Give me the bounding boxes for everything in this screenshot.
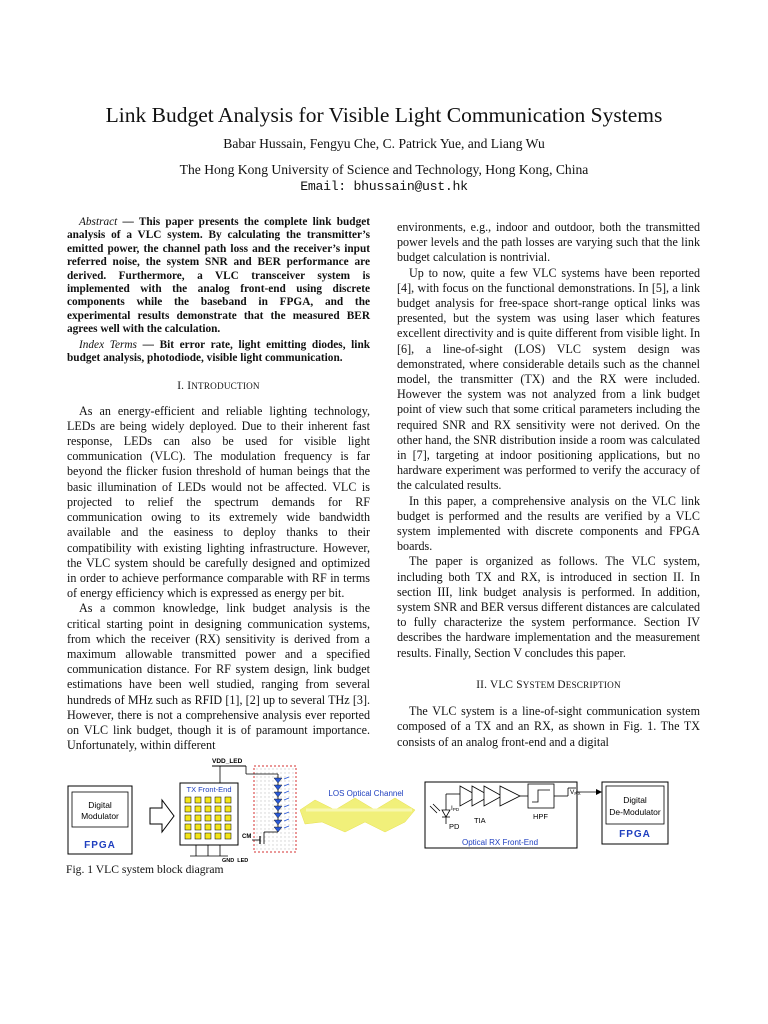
intro-paragraph-1: As an energy-efficient and reliable lighting technology, LEDs are being widely deployed. Due to their inherent fast response, LEDs can also be used for visible light communication (VLC). The modulation frequency is far beyond the flicker fusion threshold of human beings that the basic illumination of LEDs would not be affected. VLC is projected to relief the spectrum demands for RF communication owing to its extremely wide bandwidth available and the easiness to deploy thanks to their compatibility with existing lighting infrastructure. However, the VLC system should be carefully designed and optimized in order to achieve performance comparable with RF in terms of energy efficiency which is expressed as energy per bit.: [67, 403, 370, 601]
intro-paragraph-4: Up to now, quite a few VLC systems have been reported [4], with focus on the functional demonstrations. In [5], a link budget analysis for free-space short-range optical links was presented, but the system was using laser which features excellent directivity and is quite different from visible light. In [6], a line-of-sight (LOS) VLC system design was demonstrated, where considerable details such as the channel model, the transmitter (TX) and the RX were included. However the system was not analyzed from a link budget point of view such that some critical parameters including the required SNR and RX sensitivity were not derived. On the other hand, the SNR distribution inside a room was calculated in [7], targeting at indoor positioning applications, but no hardware experiment was performed to verify the accuracy of the calculated results.: [397, 265, 700, 493]
led-cell: [195, 806, 201, 812]
led-cell: [215, 806, 221, 812]
section-heading-vlc-system: [397, 678, 700, 693]
led-cell: [215, 815, 221, 821]
led-cell: [185, 797, 191, 803]
fpga-rx-label: FPGA: [619, 829, 651, 840]
section-number: II. VLC: [476, 678, 517, 691]
section-title-rest: ESCRIPTION: [565, 679, 621, 690]
arrow-icon: [596, 789, 602, 795]
led-cell: [225, 797, 231, 803]
cm-label: CM: [242, 834, 252, 840]
led-cell: [205, 833, 211, 839]
vlc-block-diagram: [60, 752, 710, 862]
tx-front-end-block: [180, 758, 248, 862]
led-cell: [205, 824, 211, 830]
led-cell: [225, 806, 231, 812]
rx-front-end-block: [425, 782, 581, 848]
intro-paragraph-5: In this paper, a comprehensive analysis on the VLC link budget is performed and the results are verified by a VLC system implemented with discrete components and FPGA boards.: [397, 493, 700, 554]
figure-caption: Fig. 1 VLC system block diagram: [66, 863, 224, 876]
fpga-tx-label: FPGA: [84, 840, 116, 851]
vrx-label: VRX: [570, 789, 581, 796]
gnd-label: GND_LED: [222, 858, 249, 862]
led-cell: [205, 815, 211, 821]
abstract-label: Abstract: [79, 216, 118, 228]
led-cell: [195, 833, 201, 839]
digital-modulator-block: [68, 786, 132, 854]
led-cell: [225, 824, 231, 830]
intro-paragraph-6: The paper is organized as follows. The VLC system, including both TX and RX, is introduced in section II. In section III, link budget analysis is performed. In addition, system SNR and BER versus different distances are calculated to fully characterize the system performance. Section IV describes the hardware implementation and the measurement results. Finally, Section V concludes this paper.: [397, 554, 700, 660]
index-terms-dash: —: [136, 338, 160, 351]
index-terms: [67, 339, 370, 366]
author-list: Babar Hussain, Fengyu Che, C. Patrick Yue, and Liang Wu: [223, 136, 545, 151]
section-heading-introduction: [67, 379, 370, 394]
rx-front-end-label: Optical RX Front-End: [461, 838, 539, 847]
hollow-arrow-icon: [150, 800, 174, 832]
led-cell: [195, 815, 201, 821]
hpf-label: HPF: [533, 812, 548, 821]
led-cell: [215, 833, 221, 839]
modulator-label-line2: Modulator: [81, 811, 119, 821]
led-cell: [185, 806, 191, 812]
led-cell: [185, 824, 191, 830]
section-number: I.: [177, 380, 188, 393]
section-title-initial: D: [557, 678, 566, 691]
los-optical-channel: [300, 789, 415, 832]
index-terms-text: Bit error rate, light emitting diodes, link budget analysis, photodiode, visible light communication.: [67, 338, 371, 365]
led-cell: [205, 806, 211, 812]
abstract-dash: —: [117, 216, 139, 228]
led-cell: [185, 815, 191, 821]
los-channel-label: LOS Optical Channel: [328, 789, 404, 798]
hpf-filter-icon: [528, 784, 554, 808]
section-title-initial: I: [187, 380, 192, 393]
section-title-rest: YSTEM: [522, 679, 558, 690]
abstract: [67, 216, 370, 337]
contact-email[interactable]: Email: bhussain@ust.hk: [300, 179, 468, 194]
intro-paragraph-3: environments, e.g., indoor and outdoor, both the transmitted power levels and the path losses are varying such that the link budget calculation is nontrivial.: [397, 220, 700, 265]
led-cell: [225, 815, 231, 821]
pd-label: PD: [449, 822, 460, 831]
paper-title: Link Budget Analysis for Visible Light Communication Systems: [105, 103, 663, 127]
led-string-block: [242, 766, 296, 852]
right-column: [397, 220, 700, 750]
tia-label: TIA: [474, 816, 486, 825]
left-column: [67, 216, 370, 753]
tx-front-end-label: TX Front-End: [186, 785, 232, 794]
section-title-initial: S: [516, 678, 523, 691]
led-cell: [185, 833, 191, 839]
vlc-paragraph-1: The VLC system is a line-of-sight communication system composed of a TX and an RX, as shown in Fig. 1. The TX consists of an analog front-end and a digital: [397, 704, 700, 749]
led-cell: [195, 797, 201, 803]
digital-demodulator-block: [602, 782, 668, 844]
demodulator-label-line2: De-Modulator: [609, 807, 661, 817]
led-cell: [195, 824, 201, 830]
abstract-text: This paper presents the complete link budget analysis of a VLC system. By calculating the transmitter’s emitted power, the channel path loss and the receiver’s input referred noise, the system SNR and BER performance are derived. Furthermore, a VLC transceiver system is implemented with the analog front-end using discrete components while the baseband in FPGA, and the experimental results demonstrate that the measured BER agrees well with the calculation.: [67, 216, 370, 336]
led-cell: [215, 824, 221, 830]
led-cell: [205, 797, 211, 803]
ipd-label: IPD: [451, 805, 460, 812]
intro-paragraph-2: As a common knowledge, link budget analysis is the critical starting point in designing communication systems, from which the receiver (RX) sensitivity is derived from a maximum allowable transmitted power and a specified communication distance. For RF system design, link budget estimations have been well studied, ranging from several hundreds of MHz such as RFID [1], [2] up to several THz [3]. However, there is not a comprehensive analysis ever reported on VLC link budget, though it is of paramount importance. Unfortunately, within different: [67, 601, 370, 753]
vdd-label: VDD_LED: [212, 758, 243, 765]
led-cell: [225, 833, 231, 839]
led-cell: [215, 797, 221, 803]
demodulator-label-line1: Digital: [623, 795, 647, 805]
affiliation: The Hong Kong University of Science and Technology, Hong Kong, China: [179, 162, 589, 177]
index-terms-label: Index Terms: [79, 338, 137, 351]
modulator-label-line1: Digital: [88, 800, 112, 810]
section-title-rest: NTRODUCTION: [191, 381, 260, 392]
